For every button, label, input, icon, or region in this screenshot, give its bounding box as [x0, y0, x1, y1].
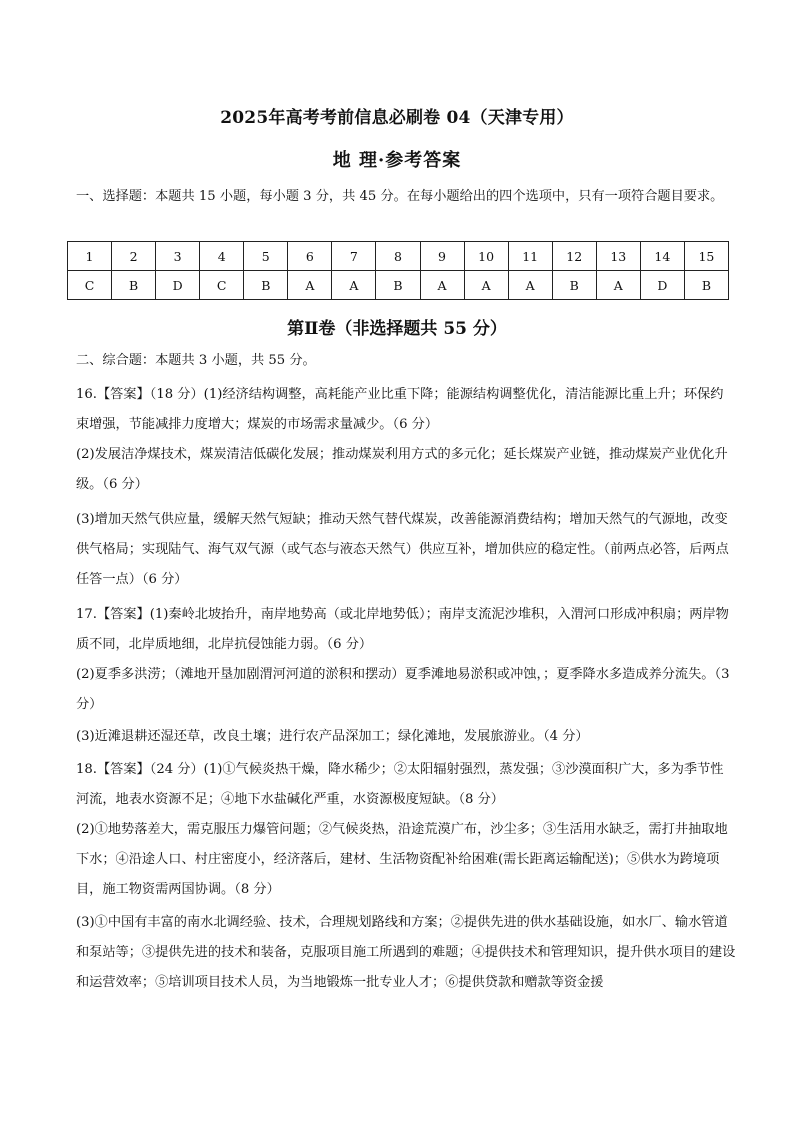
q18-text-1: （24 分）(1)①气候炎热干燥，降水稀少；②太阳辐射强烈，蒸发强；③沙漠面积广大，多为季节性河流，地表水资源不足；④地下水盐碱化严重，水资源极度短缺。（8 分） — [76, 762, 724, 807]
question-number-cell: 4 — [200, 242, 244, 271]
answer-cell: A — [288, 271, 332, 300]
question-number-cell: 14 — [640, 242, 684, 271]
q16-part2: (2)发展洁净煤技术，煤炭清洁低碳化发展；推动煤炭利用方式的多元化；延长煤炭产业链，推动煤炭产业优化升级。（6 分） — [76, 447, 728, 492]
question-number-cell: 7 — [332, 242, 376, 271]
question-number-cell: 9 — [420, 242, 464, 271]
question-number-cell: 10 — [464, 242, 508, 271]
question-number-cell: 15 — [684, 242, 728, 271]
q17-part3: (3)近滩退耕还湿还草，改良土壤；进行农产品深加工；绿化滩地，发展旅游业。（4 分） — [76, 729, 589, 744]
answer-cell: A — [596, 271, 640, 300]
question-number-cell: 11 — [508, 242, 552, 271]
q18-label: 18.【答案】 — [76, 762, 150, 777]
answer-cell: C — [200, 271, 244, 300]
answer-cell: A — [464, 271, 508, 300]
q18-part1 — [76, 755, 736, 815]
question-number-cell: 13 — [596, 242, 640, 271]
q16-label: 16.【答案】 — [76, 387, 150, 402]
question-number-cell: 8 — [376, 242, 420, 271]
q17-part1 — [76, 600, 736, 660]
answer-cell: D — [156, 271, 200, 300]
answer-cell: C — [68, 271, 112, 300]
q17-text-1: (1)秦岭北坡抬升，南岸地势高（或北岸地势低）；南岸支流泥沙堆积，入渭河口形成冲积扇；两岸物质不同，北岸质地细，北岸抗侵蚀能力弱。（6 分） — [76, 607, 729, 652]
answer-cell: B — [112, 271, 156, 300]
question-number-cell: 6 — [288, 242, 332, 271]
answer-table-answer-row — [68, 271, 729, 300]
answer-cell: B — [684, 271, 728, 300]
answer-cell: A — [420, 271, 464, 300]
answer-cell: B — [376, 271, 420, 300]
answer-table — [67, 241, 729, 300]
q17-label: 17.【答案】 — [76, 607, 150, 622]
part2-title: 第Ⅱ卷（非选择题共 55 分） — [287, 319, 507, 339]
q16-part1 — [76, 380, 736, 440]
q16-part3: (3)增加天然气供应量，缓解天然气短缺；推动天然气替代煤炭，改善能源消费结构；增加天然气的气源地，改变供气格局；实现陆气、海气双气源（或气态与液态天然气）供应互补，增加供应的稳定性。（前两点必答，后两点任答一点）（6 分） — [76, 512, 729, 587]
section2-instructions: 二、综合题：本题共 3 小题，共 55 分。 — [76, 353, 316, 368]
section1-instructions: 一、选择题：本题共 15 小题，每小题 3 分，共 45 分。在每小题给出的四个选项中，只有一项符合题目要求。 — [76, 189, 724, 204]
page-subtitle: 地 理·参考答案 — [332, 150, 462, 171]
answer-cell: D — [640, 271, 684, 300]
answer-cell: B — [552, 271, 596, 300]
q18-part2: (2)①地势落差大，需克服压力爆管问题；②气候炎热，沿途荒漠广布，沙尘多；③生活用水缺乏，需打井抽取地下水；④沿途人口、村庄密度小，经济落后，建材、生活物资配补给困难(需长距离运输配送)；⑤供水为跨境项目，施工物资需两国协调。（8 分） — [76, 822, 728, 897]
q17-part2: (2)夏季多洪涝；（滩地开垦加剧渭河河道的淤积和摆动）夏季滩地易淤积或冲蚀，；夏季降水多造成养分流失。（3 分） — [76, 667, 730, 712]
answer-cell: A — [332, 271, 376, 300]
answer-table-number-row — [68, 242, 729, 271]
q18-part3: (3)①中国有丰富的南水北调经验、技术，合理规划路线和方案；②提供先进的供水基础设施，如水厂、输水管道和泵站等；③提供先进的技术和装备，克服项目施工所遇到的难题；④提供技术和管理知识，提升供水项目的建设和运营效率；⑤培训项目技术人员，为当地锻炼一批专业人才；⑥提供贷款和赠款等资金援 — [76, 915, 736, 990]
question-number-cell: 5 — [244, 242, 288, 271]
page-title: 2025年高考考前信息必刷卷 04（天津专用） — [220, 108, 574, 128]
question-number-cell: 12 — [552, 242, 596, 271]
q16-text-1: （18 分）(1)经济结构调整，高耗能产业比重下降；能源结构调整优化，清洁能源比重上升；环保约束增强，节能减排力度增大；煤炭的市场需求量减少。（6 分） — [76, 387, 724, 432]
question-number-cell: 3 — [156, 242, 200, 271]
question-number-cell: 1 — [68, 242, 112, 271]
answer-cell: B — [244, 271, 288, 300]
answer-cell: A — [508, 271, 552, 300]
question-number-cell: 2 — [112, 242, 156, 271]
